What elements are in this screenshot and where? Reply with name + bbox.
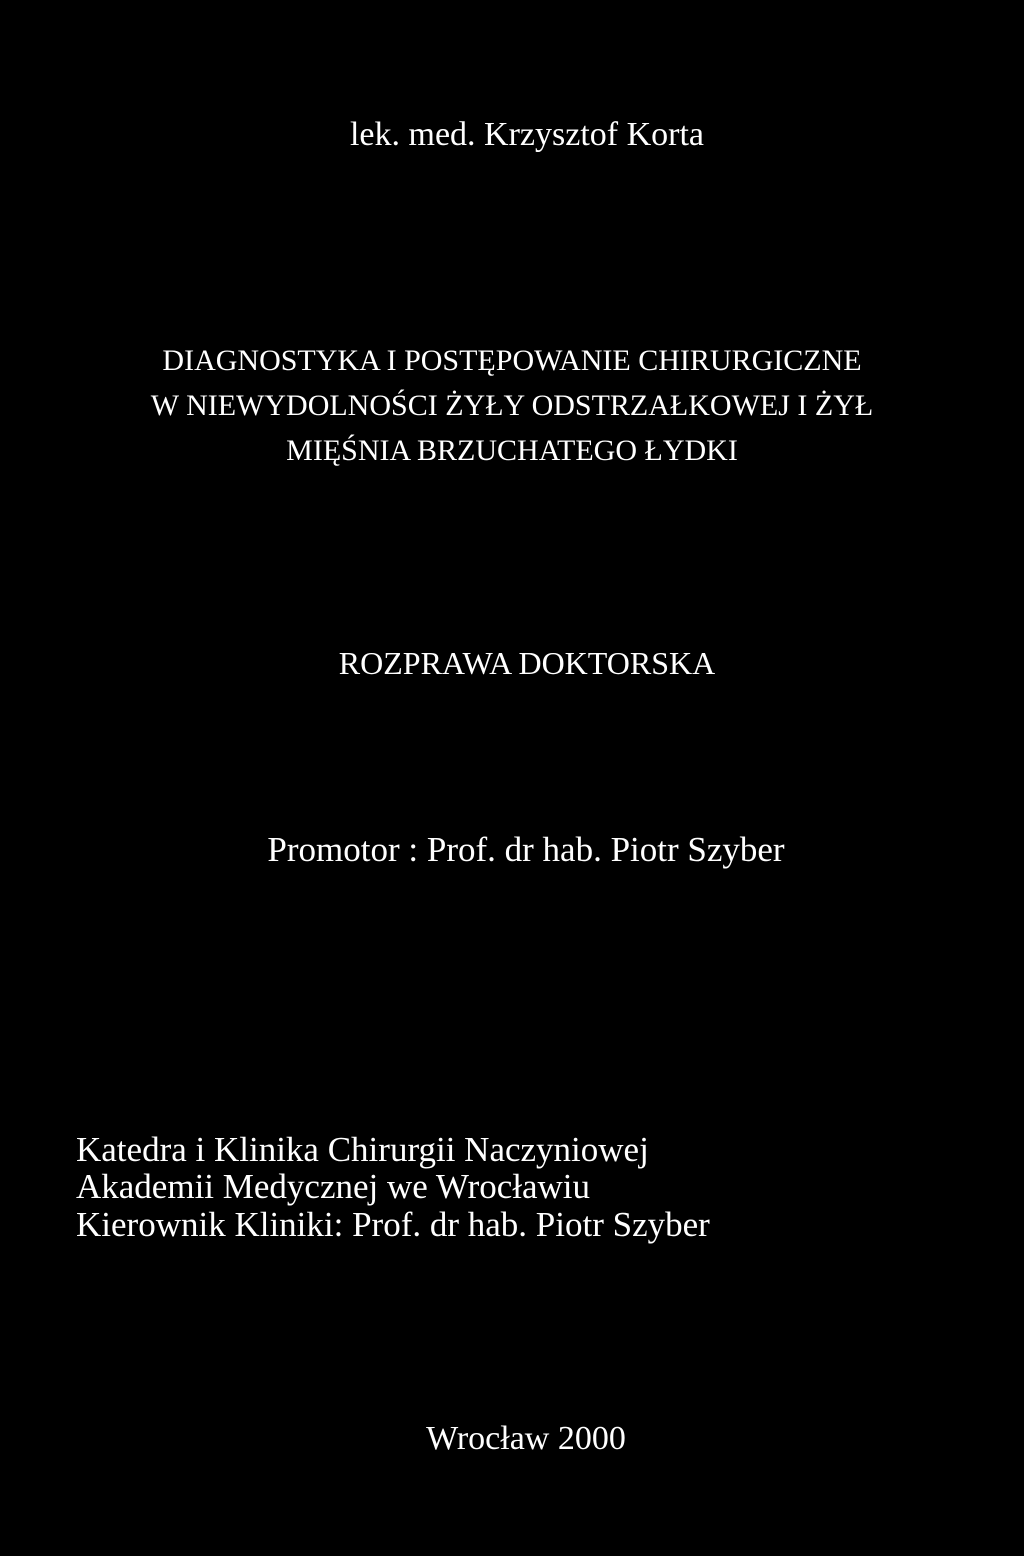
author-name: lek. med. Krzysztof Korta xyxy=(349,116,705,153)
thesis-title-line: W NIEWYDOLNOŚCI ŻYŁY ODSTRZAŁKOWEJ I ŻYŁ xyxy=(150,389,874,422)
degree-label: ROZPRAWA DOKTORSKA xyxy=(338,645,716,681)
place-date: Wrocław 2000 xyxy=(426,1420,626,1457)
thesis-title-line: DIAGNOSTYKA I POSTĘPOWANIE CHIRURGICZNE xyxy=(162,344,862,377)
promotor-line: Promotor : Prof. dr hab. Piotr Szyber xyxy=(267,830,785,869)
affiliation-line: Kierownik Kliniki: Prof. dr hab. Piotr Szyber xyxy=(76,1204,710,1244)
affiliation-line: Katedra i Klinika Chirurgii Naczyniowej xyxy=(76,1130,649,1169)
affiliation-line: Akademii Medycznej we Wrocławiu xyxy=(76,1167,591,1207)
affiliation-block xyxy=(76,1131,710,1243)
thesis-title-line: MIĘŚNIA BRZUCHATEGO ŁYDKI xyxy=(286,434,738,467)
thesis-title xyxy=(0,338,1024,473)
